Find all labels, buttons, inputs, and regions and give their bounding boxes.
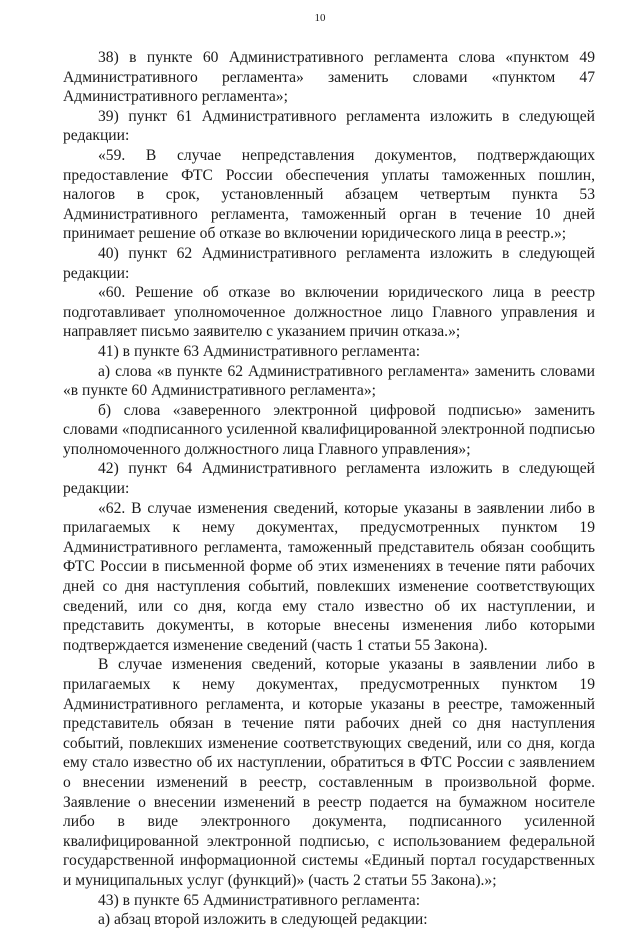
paragraph-62-text-part-1: «62. В случае изменения сведений, которые указаны в заявлении либо в прилагаемых к нему документах, предусмотренных пунктом 19 Административного регламента, таможенный представитель обязан сообщить ФТС России в письменной форме об этих изменениях в течение пяти рабочих дней со дня наступления событий, повлекших изменение соответствующих сведений, или со дня, когда ему стало известно об их наступлении, и представить документы, в которые внесены изменения либо которыми подтверждается изменение сведений (часть 1 статьи 55 Закона). bbox=[63, 499, 595, 654]
document-body bbox=[63, 48, 595, 930]
paragraph-41-a: а) слова «в пункте 62 Административного регламента» заменить словами «в пункте 60 Административного регламента»; bbox=[63, 362, 595, 400]
paragraph-60-text: «60. Решение об отказе во включении юридического лица в реестр подготавливает уполномоченное должностное лицо Главного управления и направляет письмо заявителю с указанием причин отказа.»; bbox=[63, 284, 595, 341]
paragraph-40: 40) пункт 62 Административного регламента изложить в следующей редакции: bbox=[63, 244, 595, 282]
paragraph-42: 42) пункт 64 Административного регламента изложить в следующей редакции: bbox=[63, 460, 595, 498]
paragraph-43-a: а) абзац второй изложить в следующей редакции: bbox=[98, 911, 428, 929]
paragraph-39: 39) пункт 61 Административного регламента изложить в следующей редакции: bbox=[63, 107, 595, 145]
paragraph-62-text-part-2: В случае изменения сведений, которые указаны в заявлении либо в прилагаемых к нему документах, предусмотренных пунктом 19 Административного регламента, и которые указаны в реестре, таможенный представитель обязан в течение пяти рабочих дней со дня наступления событий, повлекших изменение соответствующих сведений, или со дня, когда ему стало известно об их наступлении, обратиться в ФТС России с заявлением о внесении изменений в реестр, составленным в произвольной форме. Заявление о внесении изменений в реестр подается на бумажном носителе либо в виде электронного документа, подписанного усиленной квалифицированной электронной подписью, с использованием федеральной государственной информационной системы «Единый портал государственных и муниципальных услуг (функций)» (часть 2 статьи 55 Закона).»; bbox=[63, 656, 595, 889]
paragraph-41: 41) в пункте 63 Административного регламента: bbox=[98, 342, 421, 360]
paragraph-41-b: б) слова «заверенного электронной цифровой подписью» заменить словами «подписанного усиленной квалифицированной электронной подписью уполномоченного должностного лица Главного управления»; bbox=[63, 401, 595, 458]
paragraph-59-text: «59. В случае непредставления документов, подтверждающих предоставление ФТС России обеспечения уплаты таможенных пошлин, налогов в срок, установленный абзацем четвертым пункта 53 Административного регламента, таможенный орган в течение 10 дней принимает решение об отказе во включении юридического лица в реестр.»; bbox=[63, 146, 595, 243]
paragraph-38: 38) в пункте 60 Административного регламента слова «пунктом 49 Административного регламента» заменить словами «пунктом 47 Административного регламента»; bbox=[63, 49, 595, 106]
paragraph-43: 43) в пункте 65 Административного регламента: bbox=[98, 891, 421, 909]
page-number: 10 bbox=[314, 12, 326, 24]
